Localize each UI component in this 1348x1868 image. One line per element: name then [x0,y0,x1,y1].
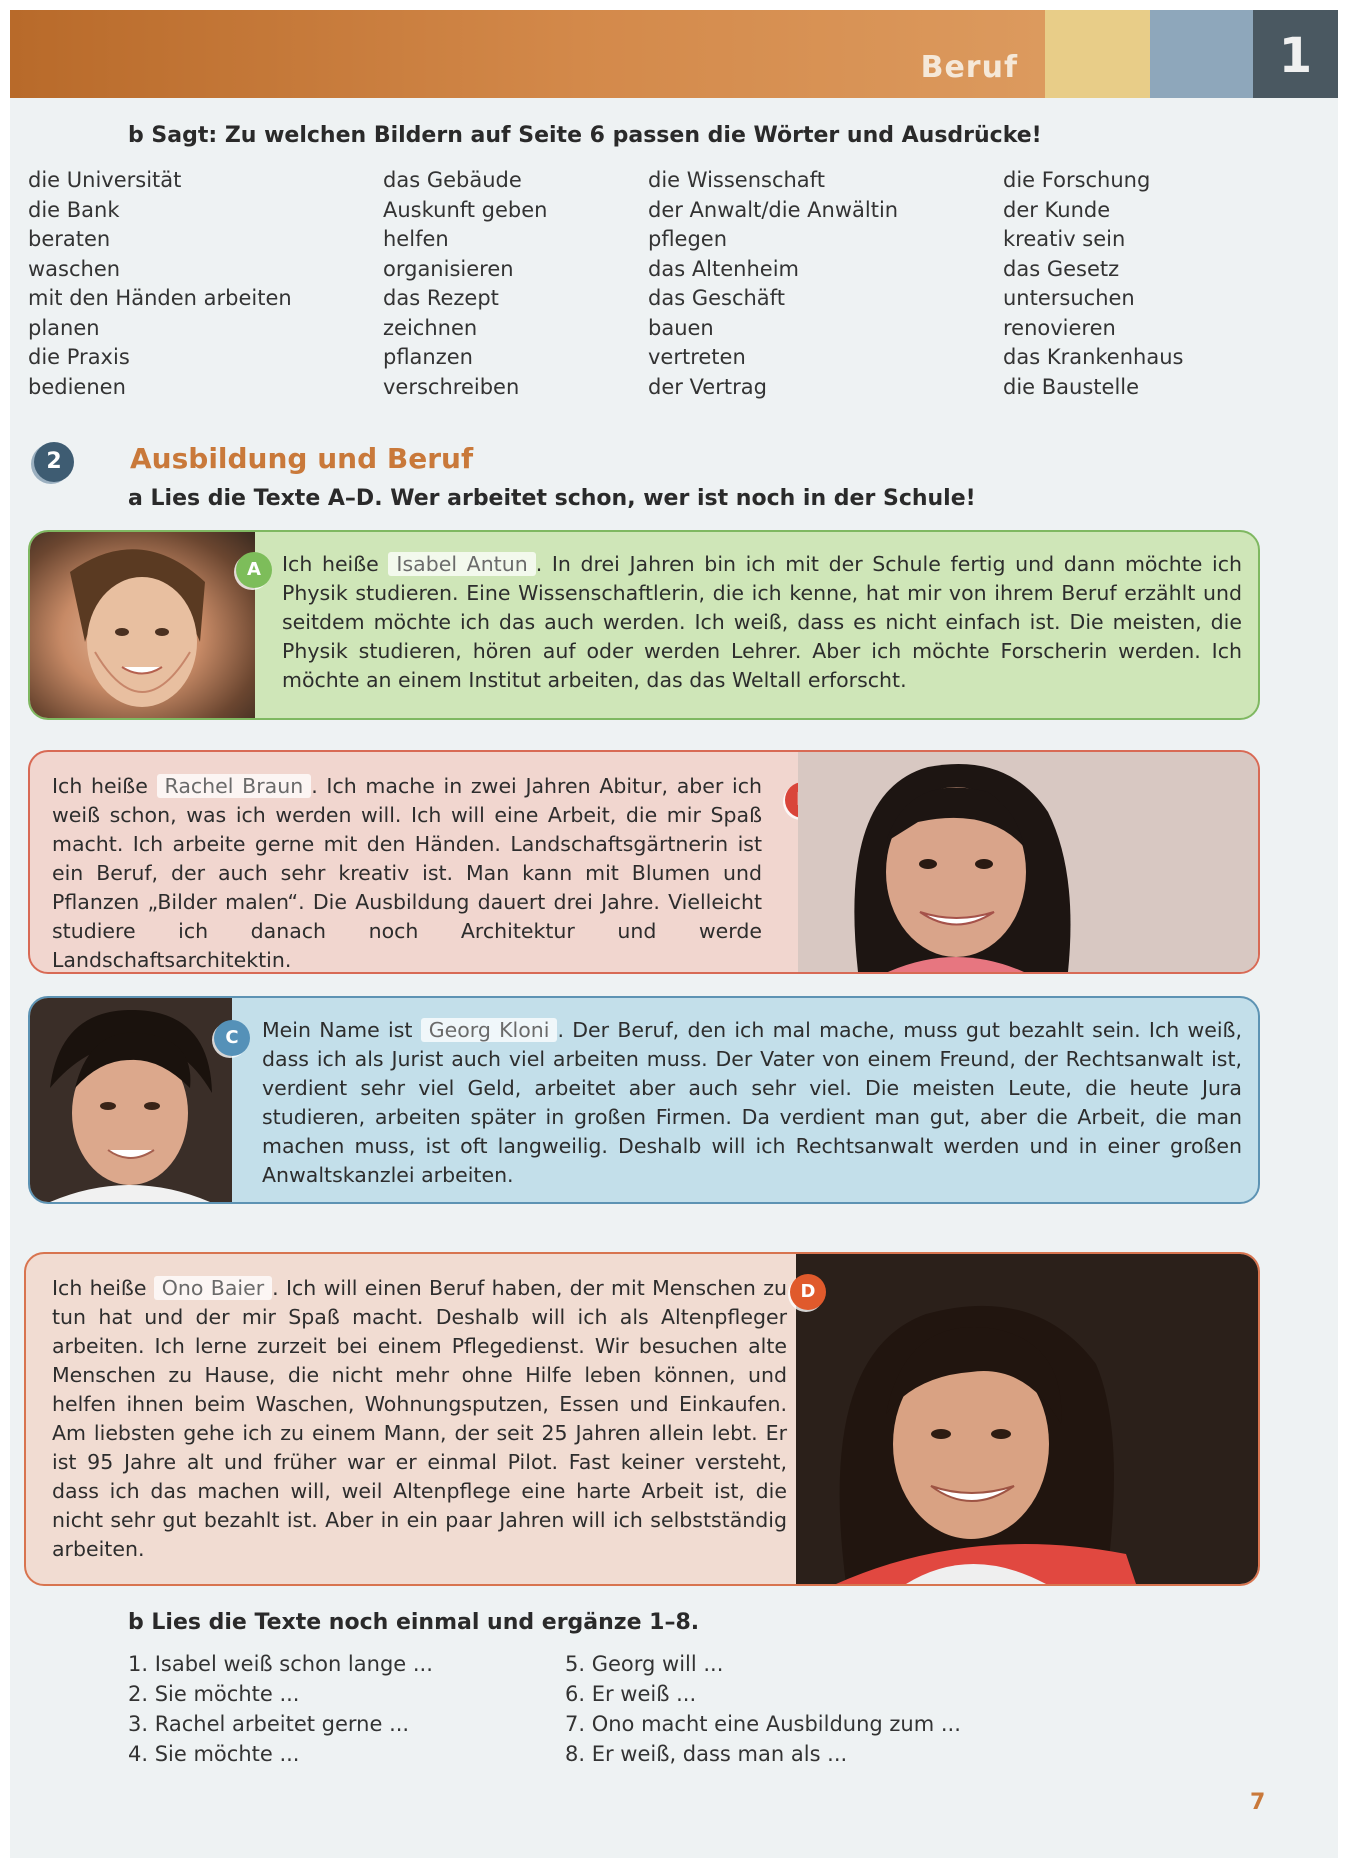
word: die Praxis [28,345,130,369]
word-column-1 [28,168,292,404]
text-c-name: Georg Kloni [421,1018,558,1042]
word: zeichnen [383,315,478,340]
exercise-item: 8. Er weiß, dass man als ... [565,1742,848,1766]
text-c-intro: Mein Name ist [262,1018,413,1042]
text-b-intro: Ich heiße [52,774,148,798]
text-d [52,1274,787,1564]
word: bedienen [28,374,126,399]
header-blue-band [1150,10,1253,98]
portrait-photo-c [30,998,232,1202]
text-b-body: . Ich mache in zwei Jahren Abitur, aber ich weiß schon, was ich werden will. Ich will eine Arbeit, die mir Spaß macht. Ich arbeite gerne mit den Händen. Landschaftsgärtnerin ist ein Beruf, der auch sehr kreativ ist. Man kann mit Blumen und Pflanzen „Bilder malen“. Die Ausbildung dauert drei Jahre. Vielleicht studiere ich danach noch Architektur und werde Landschaftsarchitektin. [52,774,763,972]
word: die Baustelle [1003,374,1140,399]
exercise-item: 3. Rachel arbeitet gerne ... [128,1712,410,1736]
exercise-item: 7. Ono macht eine Ausbildung zum ... [565,1712,961,1736]
portrait-c-illustration [30,998,232,1202]
chapter-header [10,10,1338,98]
word: pflegen [648,227,728,251]
text-d-intro: Ich heiße [52,1276,147,1300]
header-tan-band [1045,10,1150,98]
task-2b-instruction: b Lies die Texte noch einmal und ergänze 1–8. [128,1610,700,1635]
text-box-d [24,1252,1260,1586]
word: bauen [648,315,714,340]
text-a-intro: Ich heiße [282,552,379,576]
text-a-name: Isabel Antun [388,552,535,576]
word: pflanzen [383,345,473,369]
portrait-photo-a [30,532,255,718]
word: das Gesetz [1003,256,1120,281]
exercise-list-left [128,1652,433,1772]
task-b-instruction: b Sagt: Zu welchen Bildern auf Seite 6 passen die Wörter und Ausdrücke! [128,123,1042,148]
word: verschreiben [383,374,520,399]
exercise-item: 5. Georg will ... [565,1652,724,1676]
word: das Gebäude [383,168,522,192]
text-box-c [28,996,1260,1204]
exercise-item: 2. Sie möchte ... [128,1682,300,1706]
word: das Rezept [383,286,499,310]
word: helfen [383,227,449,251]
word-column-4 [1003,168,1183,404]
page-number: 7 [1250,1790,1266,1815]
exercise-item: 4. Sie möchte ... [128,1742,300,1766]
word: mit den Händen arbeiten [28,286,292,310]
section-number-badge: 2 [34,442,74,482]
text-box-a [28,530,1260,720]
text-c-body: . Der Beruf, den ich mal mache, muss gut bezahlt sein. Ich weiß, dass ich als Jurist auch viel arbeiten muss. Der Vater von einem Freund, der Rechtsanwalt ist, verdient sehr viel Geld, arbeitet aber auch sehr viel. Die meisten Leute, die heute Jura studieren, arbeiten später in großen Firmen. Da verdient man gut, aber die Arbeit, die man machen muss, ist oft langweilig. Deshalb will ich Rechtsanwalt werden und in einer großen Anwaltskanzlei arbeiten. [262,1018,1242,1187]
text-a [282,550,1242,695]
textbook-page [10,10,1338,1858]
chapter-number: 1 [1278,28,1313,84]
portrait-a-illustration [30,532,255,718]
portrait-photo-d [796,1254,1258,1584]
word: untersuchen [1003,286,1135,310]
text-d-name: Ono Baier [154,1276,272,1300]
header-orange-band [10,10,1045,98]
word: das Geschäft [648,286,785,310]
text-c [262,1016,1242,1190]
word: die Bank [28,197,120,222]
badge-d: D [790,1274,826,1310]
badge-c: C [214,1020,250,1056]
word: der Anwalt/die Anwältin [648,197,899,222]
chapter-title: Beruf [920,50,1018,85]
exercise-list-right [565,1652,961,1772]
word: der Vertrag [648,374,767,399]
section-title: Ausbildung und Beruf [130,442,474,475]
word: Auskunft geben [383,197,548,222]
portrait-b-illustration [798,752,1258,972]
word: der Kunde [1003,197,1111,222]
text-a-body: . In drei Jahren bin ich mit der Schule fertig und dann möchte ich Physik studieren. Eine Wissenschaftlerin, die ich kenne, hat mir von ihrem Beruf erzählt und seitdem möchte ich das auch werden. Ich weiß, dass es nicht einfach ist. Die meisten, die Physik studieren, hören auf oder werden Lehrer. Aber ich möchte Forscherin werden. Ich möchte an einem Institut arbeiten, das das Weltall erforscht. [282,552,1242,692]
word: organisieren [383,256,514,281]
word: vertreten [648,345,746,369]
word: beraten [28,227,111,251]
portrait-d-illustration [796,1254,1258,1584]
text-d-body: . Ich will einen Beruf haben, der mit Menschen zu tun hat und der mir Spaß macht. Deshalb will ich als Altenpfleger arbeiten. Ich lerne zurzeit bei einem Pflegedienst. Wir besuchen alte Menschen zu Hause, die nicht mehr ohne Hilfe leben können, und helfen ihnen beim Waschen, Wohnungsputzen, Essen und Einkaufen. Am liebsten gehe ich zu einem Mann, der seit 25 Jahren allein lebt. Er ist 95 Jahre alt und früher war er einmal Pilot. Fast keiner versteht, dass ich das machen will, weil Altenpflege eine harte Arbeit ist, die nicht sehr gut bezahlt ist. Aber in ein paar Jahren will ich selbstständig arbeiten. [52,1276,787,1561]
word: die Universität [28,168,182,192]
task-a-instruction: a Lies die Texte A–D. Wer arbeitet schon, wer ist noch in der Schule! [128,486,976,511]
word: die Wissenschaft [648,168,825,192]
portrait-photo-b [798,752,1258,972]
exercise-item: 6. Er weiß ... [565,1682,697,1706]
exercise-item: 1. Isabel weiß schon lange ... [128,1652,433,1676]
word: kreativ sein [1003,227,1126,251]
word: das Krankenhaus [1003,345,1184,369]
text-b [52,772,762,974]
word: das Altenheim [648,256,799,281]
text-box-b [28,750,1260,974]
word: waschen [28,256,121,281]
text-b-name: Rachel Braun [157,774,312,798]
word: planen [28,315,100,340]
word-column-3 [648,168,898,404]
word-column-2 [383,168,548,404]
word: renovieren [1003,315,1116,340]
badge-a: A [236,552,272,588]
word: die Forschung [1003,168,1151,192]
